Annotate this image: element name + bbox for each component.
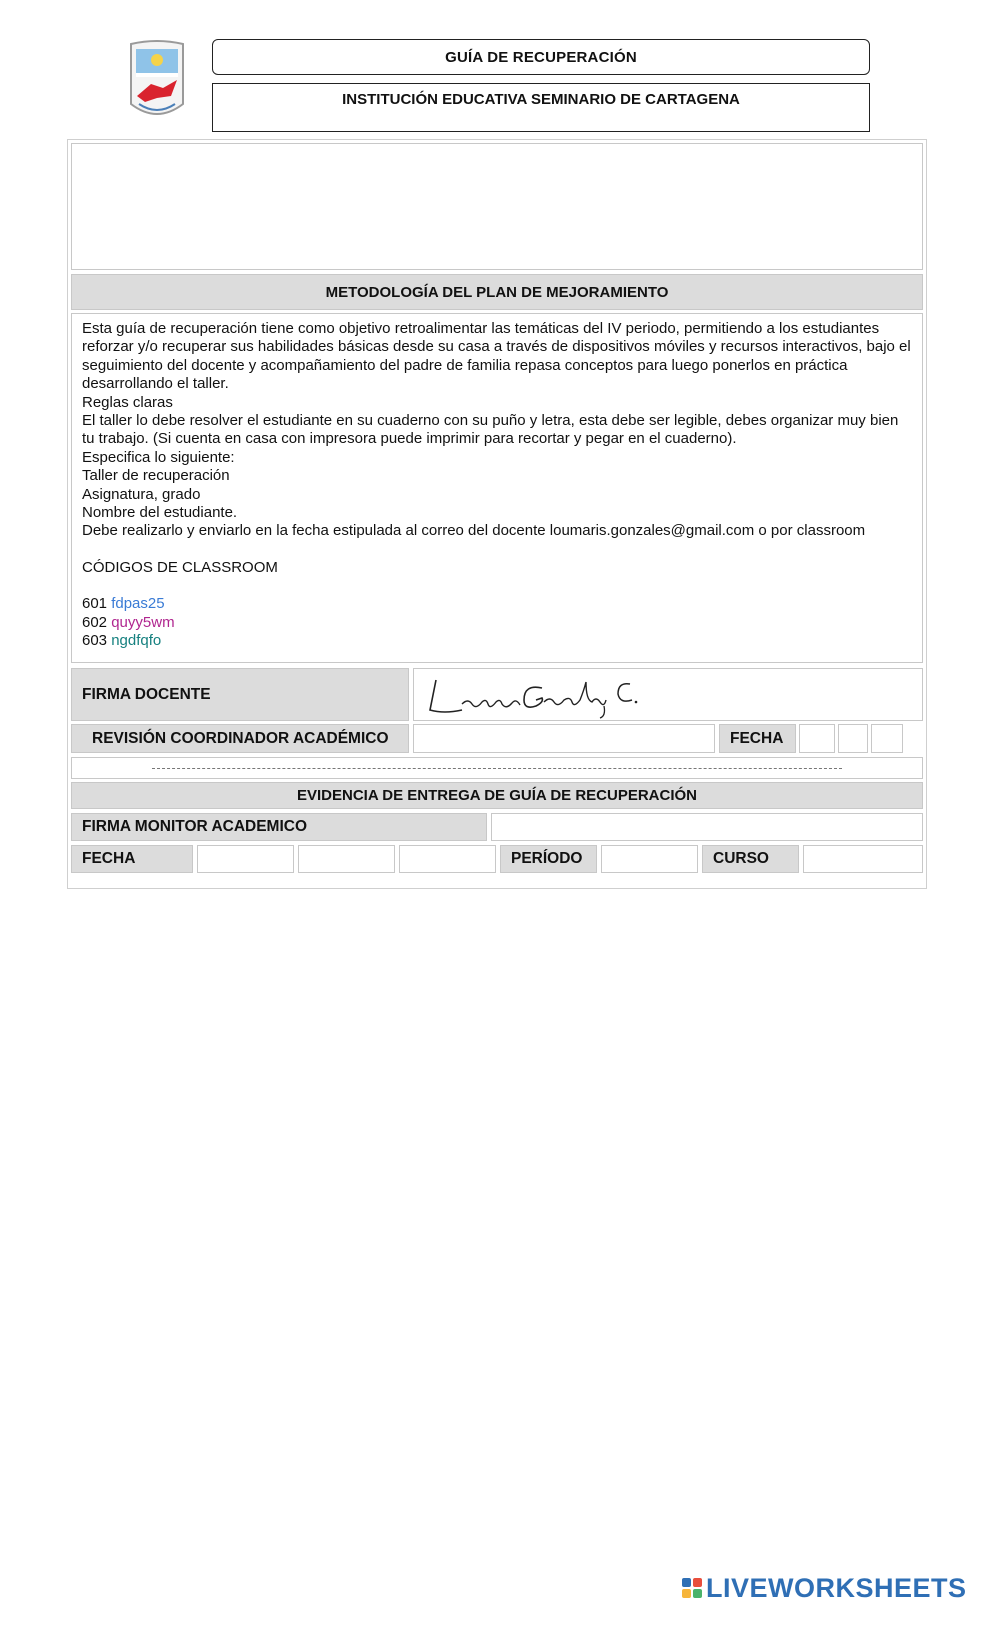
monitor-signature-label xyxy=(71,813,487,841)
teacher-signature-cell xyxy=(413,668,923,721)
rules-text: El taller lo debe resolver el estudiante en su cuaderno con su puño y letra, esta debe ser legible, debes organizar muy bien tu trabajo. (Si cuenta en casa con impresora puede imprimir para recortar y pegar en el cuaderno). xyxy=(82,412,899,448)
classroom-code-row xyxy=(82,632,912,650)
teacher-signature-label-text: FIRMA DOCENTE xyxy=(82,685,211,703)
objective-paragraph: Esta guía de recuperación tiene como objetivo retroalimentar las temáticas del IV periodo, permitiendo a los estudiantes reforzar y/o recuperar sus habilidades básicas desde su casa a través de dispositivos móviles y recursos interactivos, bajo el seguimiento del docente y acompañamiento del padre de familia repasa conceptos para luego ponerlos en práctica desarrollando el taller. xyxy=(82,320,911,393)
blank-area xyxy=(71,143,923,270)
coordinator-date-month[interactable] xyxy=(838,724,868,753)
group-number: 603 xyxy=(82,632,108,650)
deadline-text: Debe realizarlo y enviarlo en la fecha estipulada al correo del docente loumaris.gonzales@gmail.com o por classroom xyxy=(82,522,866,540)
classroom-code: ngdfqfo xyxy=(111,632,162,650)
guide-title xyxy=(212,39,870,75)
teacher-signature-image xyxy=(424,670,644,720)
classroom-code-row xyxy=(82,614,912,632)
specify-text: Especifica lo siguiente: xyxy=(82,448,235,466)
coordinator-review-label xyxy=(71,724,409,753)
course-label xyxy=(702,845,799,873)
methodology-heading xyxy=(71,274,923,310)
evidence-date-day[interactable] xyxy=(197,845,294,873)
specify-item: Nombre del estudiante. xyxy=(82,504,238,522)
institution-box xyxy=(212,83,870,132)
evidence-date-label xyxy=(71,845,193,873)
evidence-heading xyxy=(71,782,923,809)
guide-title-text: GUÍA DE RECUPERACIÓN xyxy=(445,48,637,66)
specify-item: Taller de recuperación xyxy=(82,467,230,485)
group-number: 601 xyxy=(82,595,108,613)
classroom-codes-title: CÓDIGOS DE CLASSROOM xyxy=(82,558,278,576)
monitor-signature-label-text: FIRMA MONITOR ACADEMICO xyxy=(82,818,308,835)
recovery-sheet xyxy=(67,139,927,889)
coordinator-signature-cell[interactable] xyxy=(413,724,715,753)
course-label-text: CURSO xyxy=(713,850,769,867)
period-label-text: PERÍODO xyxy=(511,850,583,867)
group-number: 602 xyxy=(82,613,108,631)
institution-name: INSTITUCIÓN EDUCATIVA SEMINARIO DE CARTAGENA xyxy=(342,91,740,108)
period-value-cell[interactable] xyxy=(601,845,698,873)
coordinator-review-label-text: REVISIÓN COORDINADOR ACADÉMICO xyxy=(92,729,389,747)
methodology-heading-text: METODOLOGÍA DEL PLAN DE MEJORAMIENTO xyxy=(325,283,669,301)
evidence-heading-text: EVIDENCIA DE ENTREGA DE GUÍA DE RECUPERACIÓN xyxy=(296,787,698,804)
classroom-code: quyy5wm xyxy=(111,613,175,631)
evidence-date-label-text: FECHA xyxy=(82,850,136,867)
classroom-code: fdpas25 xyxy=(111,595,165,613)
teacher-signature-label xyxy=(71,668,409,721)
specify-item: Asignatura, grado xyxy=(82,485,201,503)
coordinator-date-label xyxy=(719,724,796,753)
monitor-signature-cell[interactable] xyxy=(491,813,923,841)
rules-title: Reglas claras xyxy=(82,393,173,411)
school-logo xyxy=(127,40,187,126)
liveworksheets-brand-name: LIVEWORKSHEETS xyxy=(706,1572,967,1603)
coordinator-date-year[interactable] xyxy=(871,724,903,753)
liveworksheets-logo-icon xyxy=(682,1578,702,1598)
classroom-code-row xyxy=(82,595,912,613)
course-value-cell[interactable] xyxy=(803,845,923,873)
evidence-date-month[interactable] xyxy=(298,845,395,873)
coordinator-date-day[interactable] xyxy=(799,724,835,753)
coordinator-date-label-text: FECHA xyxy=(730,729,784,747)
cut-line xyxy=(71,757,923,779)
period-label xyxy=(500,845,597,873)
evidence-date-year[interactable] xyxy=(399,845,496,873)
methodology-body xyxy=(71,313,923,663)
liveworksheets-brand[interactable] xyxy=(682,1573,967,1603)
